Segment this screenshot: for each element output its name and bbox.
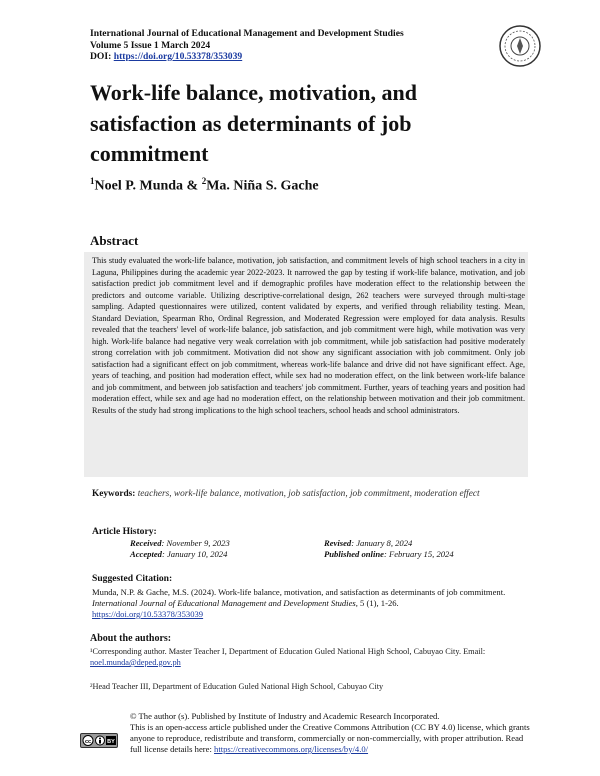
license-text — [130, 711, 530, 755]
author1-sup: 1 — [90, 176, 95, 186]
affiliation-1-text: ¹Corresponding author. Master Teacher I, Department of Education Guled National High School, Cabuyao City. Email: — [90, 647, 486, 656]
doi-link[interactable]: https://doi.org/10.53378/353039 — [113, 51, 243, 62]
journal-issue: Volume 5 Issue 1 March 2024 — [90, 39, 211, 51]
citation-heading: Suggested Citation: — [92, 573, 173, 584]
keywords-text: teachers, work-life balance, motivation, job satisfaction, job commitment, moderation effect — [137, 489, 480, 499]
author1-name: Noel P. Munda & — [94, 178, 199, 194]
accepted-label: Accepted — [130, 549, 162, 559]
history-accepted — [130, 549, 227, 559]
svg-text:BY: BY — [107, 739, 115, 745]
journal-name: International Journal of Educational Management and Development Studies — [90, 28, 404, 39]
author-line — [90, 176, 319, 195]
author2-name: Ma. Niña S. Gache — [206, 178, 319, 194]
received-date: : November 9, 2023 — [161, 538, 230, 548]
about-heading: About the authors: — [90, 633, 172, 644]
citation-journal: International Journal of Educational Management and Development Studies — [92, 598, 356, 608]
published-date: : February 15, 2024 — [383, 549, 454, 559]
license-line1: © The author (s). Published by Institute of Industry and Academic Research Incorporated. — [130, 711, 440, 721]
author2-sup: 2 — [201, 176, 207, 186]
citation-part2: , 5 (1), 1-26. — [355, 598, 399, 608]
journal-doi — [90, 51, 510, 63]
citation-text — [92, 587, 525, 620]
received-label: Received — [130, 538, 162, 548]
history-heading: Article History: — [92, 526, 157, 537]
journal-seal-icon — [498, 24, 542, 68]
citation-doi-link[interactable]: https://doi.org/10.53378/353039 — [92, 609, 204, 619]
citation-part1: Munda, N.P. & Gache, M.S. (2024). Work-life balance, motivation, and satisfaction as determinants of job commitment. — [92, 587, 506, 597]
history-received — [130, 538, 230, 548]
paper-title: Work-life balance, motivation, and satisfaction as determinants of job commitment — [90, 80, 417, 166]
license-link[interactable]: https://creativecommons.org/licenses/by/4.0/ — [214, 744, 369, 754]
keywords-label: Keywords: — [92, 489, 136, 499]
doi-label: DOI: — [90, 51, 112, 62]
license-line2: This is an open-access article published under the Creative Commons Attribution (CC BY 4.0) license, which grants anyone to reproduce, redistribute and transform, commercially or non-commercially, with proper attribution. Read full license details here: — [130, 722, 530, 754]
revised-label: Revised — [324, 538, 352, 548]
history-revised — [324, 538, 412, 548]
published-label: Published online — [324, 549, 384, 559]
svg-text:cc: cc — [84, 739, 92, 745]
history-published — [324, 549, 454, 559]
affiliation-1 — [90, 646, 530, 668]
affiliation-2: ²Head Teacher III, Department of Education Guled National High School, Cabuyao City — [90, 682, 384, 691]
accepted-date: : January 10, 2024 — [161, 549, 228, 559]
abstract-text: This study evaluated the work-life balance, motivation, job satisfaction, and commitment levels of high school teachers in a city in Laguna, Philippines during the academic year 2022-2023. It narrowed the gap by testing if work-life balance, motivation, and job satisfaction predict job commitment level and if demographic profiles have moderation effect to the relationship between the predictors and outcome variable. Utilizing descriptive-correlational design, 262 teachers were surveyed through multi-stage sampling. Adapted questionnaires were utilized, content validated by experts, and verified through reliability testing. Mean, Standard Deviation, Spearman Rho, Ordinal Regression, and Moderated Regression were employed for data analysis. Results revealed that the teachers' level of work-life balance, job satisfaction, and job commitment were high, while motivation was very high. Work-life balance had negative very weak correlation with job commitment, while job satisfaction had positive moderately strong correlation with job commitment. Motivation did not show any significant association with job commitment. Only job satisfaction had a significant effect on job commitment, whereas work-life balance and drive did not have significant effect. Age, years of teaching, and position had moderation effect, while sex had no moderation effect, on the link between work-life balance and job commitment, and between job satisfaction and teachers' job commitment. Further, years of teaching years and position had moderation effect, while sex and age had no moderation effect, on the relationship between motivation and their job commitment. Results of the study had strong implications to the high school teachers, school heads and school administrators. — [92, 256, 525, 415]
abstract-heading: Abstract — [90, 233, 139, 248]
cc-by-icon — [80, 733, 118, 748]
author-email-link[interactable]: noel.munda@deped.gov.ph — [90, 658, 181, 667]
revised-date: : January 8, 2024 — [351, 538, 413, 548]
journal-header — [90, 28, 510, 63]
keywords — [92, 488, 525, 500]
